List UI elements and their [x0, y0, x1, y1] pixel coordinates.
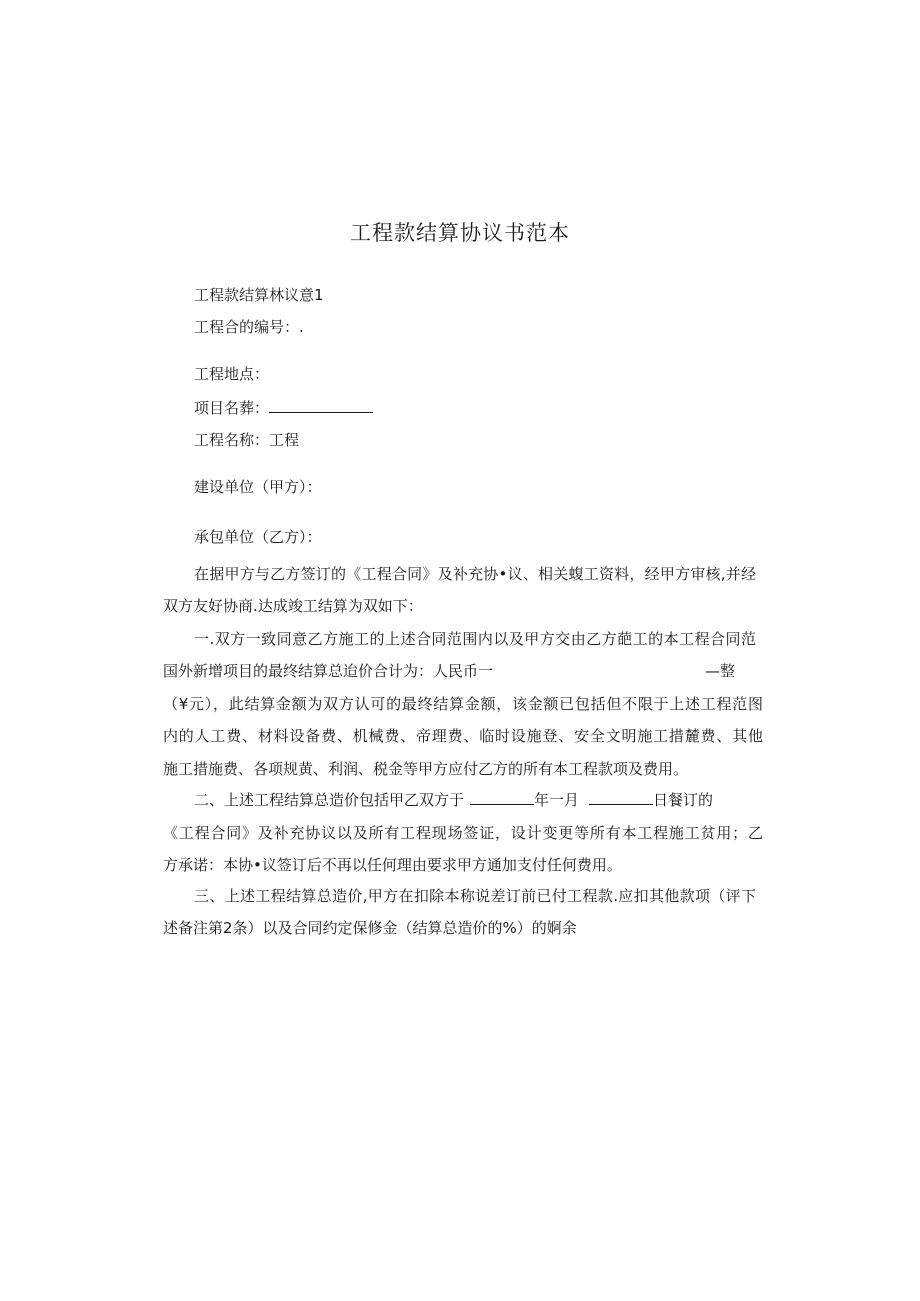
clause-2-year-month: 年一月	[534, 791, 580, 809]
contract-number-field: 工程合的编号：.	[194, 318, 304, 336]
intro-line-2: 双方友好协商.达成竣工结算为双如下：	[163, 597, 423, 615]
year-blank	[470, 790, 534, 805]
intro-line-1: 在据甲方与乙方签订的《工程合同》及补充协•议、相关蝮工资料，经甲方审核,并经	[194, 565, 756, 583]
clause-2-date-intro: 二、上述工程结算总造价包括甲乙双方于	[194, 791, 465, 809]
clause-2-line-2: 《工程合同》及补充协议以及所有工程现场签证，设计变更等所有本工程施工贫用；乙	[163, 824, 763, 842]
clause-1-line-5: 施工措施费、各项规黄、利润、税金等甲方应付乙方的所有本工程款项及费用。	[163, 760, 689, 778]
clause-1-line-1: 一.双方一致同意乙方施工的上述合同范围内以及甲方交由乙方葩工的本工程合同范	[194, 630, 756, 648]
clause-2-line-3: 方承诺：本协•议签订后不再以任何理由要求甲方通加支付任何费用。	[163, 856, 622, 874]
agreement-heading: 工程款结算林议意1	[194, 286, 324, 304]
clause-1-amount-label: 国外新增项目的最终结算总迨价合计为：人民币一	[163, 662, 494, 680]
document-title: 工程款结算协议书范本	[350, 221, 570, 245]
day-blank	[589, 790, 653, 805]
clause-1-line-3: （¥元），此结算金额为双方认可的最终结算金额，该金额已包括但不限于上述工程范图	[163, 695, 763, 713]
clause-3-line-2: 述备注第2条）以及合同约定保修金（结算总造价的%）的婀余	[163, 919, 577, 937]
clause-3-line-1: 三、上述工程结算总造价,甲方在扣除本称说差订前已付工程款.应扣其他款项（评下	[194, 887, 756, 905]
project-name-field	[194, 398, 373, 418]
clause-2-line-1	[194, 790, 713, 810]
party-b-field: 承包单位（乙方）：	[194, 528, 322, 546]
project-title-field: 工程名称：工程	[194, 431, 300, 449]
project-name-label: 项目名葬：	[194, 399, 270, 417]
clause-1-line-2	[163, 661, 763, 681]
clause-1-line-4: 内的人工费、材料设备费、机械费、帝理费、临时设施登、安全文明施工措麓费、其他	[163, 727, 763, 745]
project-location-field: 工程地点：	[194, 365, 270, 383]
clause-1-amount-suffix: —整	[705, 662, 736, 680]
party-a-field: 建设单位（甲方）：	[194, 478, 322, 496]
project-name-blank	[269, 398, 373, 413]
clause-2-signed: 日餐订的	[653, 791, 714, 809]
